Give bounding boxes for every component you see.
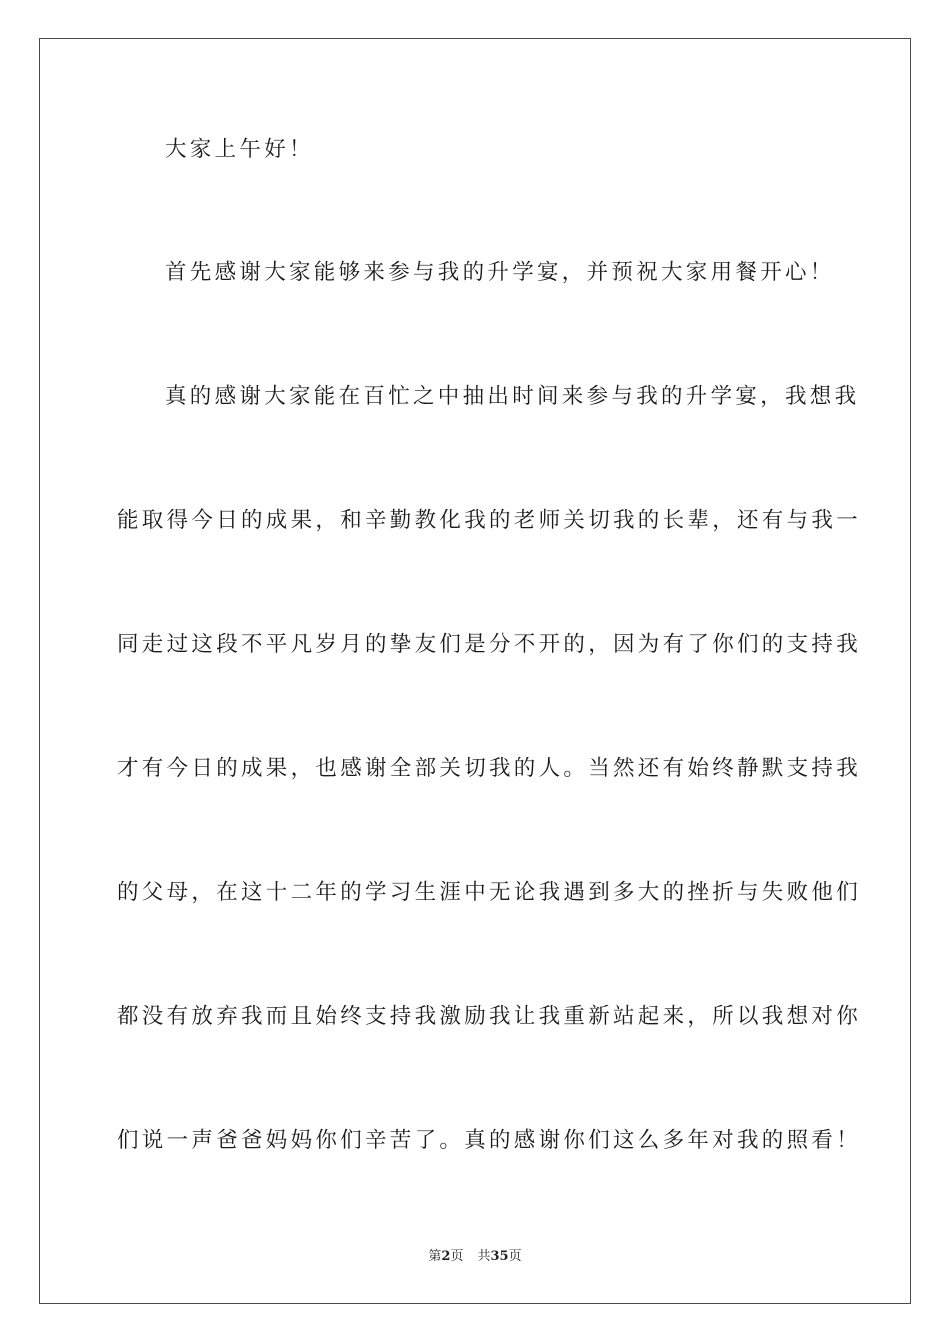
- page-suffix: 页: [450, 1249, 464, 1264]
- page-number: 2: [441, 1249, 451, 1264]
- total-prefix: 共: [477, 1249, 491, 1264]
- body-line-1: 真的感谢大家能在百忙之中抽出时间来参与我的升学宴，我想我: [165, 384, 860, 409]
- body-line-3: 同走过这段不平凡岁月的挚友们是分不开的，因为有了你们的支持我: [117, 632, 862, 657]
- body-line-2: 能取得今日的成果，和辛勤教化我的老师关切我的长辈，还有与我一: [117, 508, 862, 533]
- page-frame: [39, 38, 911, 1304]
- total-pages: 35: [490, 1249, 509, 1264]
- body-line-4: 才有今日的成果，也感谢全部关切我的人。当然还有始终静默支持我: [117, 756, 862, 781]
- body-line-6: 都没有放弃我而且始终支持我激励我让我重新站起来，所以我想对你: [117, 1004, 862, 1029]
- greeting-line: 大家上午好！: [165, 137, 314, 162]
- thanks-line: 首先感谢大家能够来参与我的升学宴，并预祝大家用餐开心！: [165, 260, 835, 285]
- page-footer: [0, 1248, 950, 1266]
- total-suffix: 页: [508, 1249, 522, 1264]
- body-line-5: 的父母，在这十二年的学习生涯中无论我遇到多大的挫折与失败他们: [117, 880, 862, 905]
- body-line-7: 们说一声爸爸妈妈你们辛苦了。真的感谢你们这么多年对我的照看！: [117, 1128, 862, 1153]
- page-prefix: 第: [428, 1249, 442, 1264]
